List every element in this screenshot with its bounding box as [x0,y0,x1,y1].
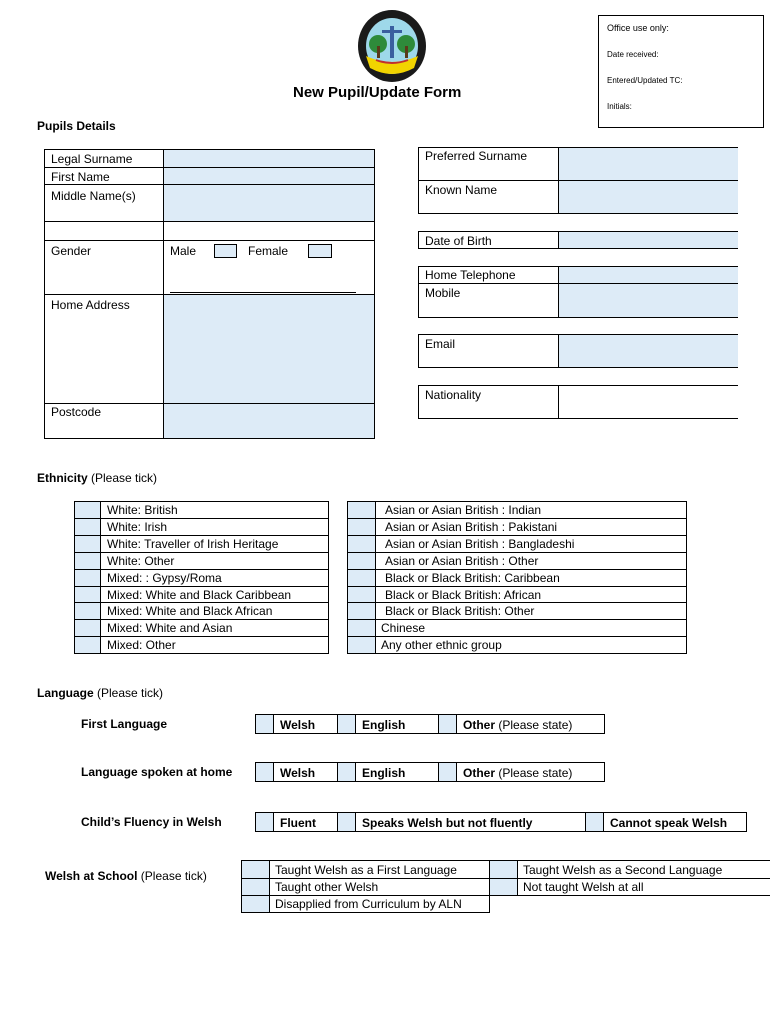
known-name-label: Known Name [425,183,498,197]
mobile-label: Mobile [425,286,461,300]
first-lang-welsh: Welsh [280,718,316,732]
ethnicity-right-tick-5[interactable] [347,587,375,603]
ethnicity-left-tick-4[interactable] [74,570,100,586]
nationality-label: Nationality [425,388,482,402]
ethnicity-row-divider [347,586,687,587]
ethnicity-row-divider [74,619,329,620]
first-lang-other-tick[interactable] [439,715,456,733]
ws-second-label: Taught Welsh as a Second Language [523,863,723,877]
ethnicity-option-label: Chinese [381,621,426,635]
ethnicity-row-divider [74,569,329,570]
ethnicity-right-tick-2[interactable] [347,536,375,552]
home-lang-welsh: Welsh [280,766,316,780]
ethnicity-row-divider [74,535,329,536]
school-logo [356,8,428,84]
cannot-speak-label: Cannot speak Welsh [610,816,728,830]
gender-label: Gender [51,244,92,258]
ethnicity-heading [37,471,157,485]
ethnicity-option-label: Any other ethnic group [381,638,502,652]
female-checkbox[interactable] [308,244,332,258]
ethnicity-row-divider [74,518,329,519]
cannot-speak-tick[interactable] [586,813,603,831]
ethnicity-row-divider [74,602,329,603]
ethnicity-option-label: Black or Black British: Other [385,604,535,618]
dob-label: Date of Birth [425,234,492,248]
home-language-label: Language spoken at home [81,765,233,779]
ethnicity-option-label: Mixed: White and Black African [107,604,273,618]
middle-names-label: Middle Name(s) [51,189,136,203]
home-lang-welsh-tick[interactable] [256,763,273,781]
ethnicity-option-label: Asian or Asian British : Other [385,554,539,568]
speaks-not-fluently-tick[interactable] [338,813,355,831]
ws-disapplied-tick[interactable] [242,895,269,912]
male-label: Male [170,244,197,258]
ethnicity-row-divider [74,586,329,587]
ethnicity-row-divider [347,619,687,620]
home-address-label: Home Address [51,298,130,312]
dob-field[interactable] [559,231,738,248]
language-note: (Please tick) [93,686,164,700]
ethnicity-row-divider [347,569,687,570]
ethnicity-right-tick-6[interactable] [347,603,375,619]
ethnicity-left-tick-3[interactable] [74,553,100,569]
home-phone-field[interactable] [559,266,738,317]
ethnicity-row-divider [74,636,329,637]
ethnicity-option-label: White: Irish [107,520,168,534]
nationality-field[interactable] [559,386,738,418]
ws-first-label: Taught Welsh as a First Language [275,863,457,877]
office-entered: Entered/Updated TC: [607,76,683,85]
ethnicity-option-label: Black or Black British: African [385,588,542,602]
ethnicity-row-divider [347,602,687,603]
email-field[interactable] [559,334,738,367]
office-initials: Initials: [607,102,632,111]
ethnicity-row-divider [347,535,687,536]
welsh-school-heading [45,869,207,883]
first-name-label: First Name [51,170,110,184]
first-lang-other-label: Other [463,718,496,732]
female-label: Female [248,244,289,258]
first-language-label: First Language [81,717,168,731]
ethnicity-option-label: White: British [107,503,178,517]
office-date-received: Date received: [607,50,659,59]
fluent-tick[interactable] [256,813,273,831]
ethnicity-option-label: Mixed: Other [107,638,176,652]
ethnicity-option-label: White: Other [107,554,175,568]
home-phone-label: Home Telephone [425,268,516,282]
home-lang-other [463,766,572,780]
ws-not-taught-tick[interactable] [490,878,517,895]
first-lang-other [463,718,572,732]
ws-other-tick[interactable] [242,878,269,895]
ethnicity-row-divider [347,636,687,637]
ethnicity-right-tick-3[interactable] [347,553,375,569]
ethnicity-right-tick-7[interactable] [347,620,375,636]
welsh-school-title: Welsh at School [45,869,138,883]
ws-disapplied-label: Disapplied from Curriculum by ALN [275,897,462,911]
ethnicity-row-divider [347,552,687,553]
email-label: Email [425,337,456,351]
ethnicity-left-tick-8[interactable] [74,637,100,653]
ethnicity-right-tick-0[interactable] [347,502,375,518]
ethnicity-option-label: White: Traveller of Irish Heritage [107,537,279,551]
postcode-label: Postcode [51,405,102,419]
ethnicity-left-tick-2[interactable] [74,536,100,552]
ethnicity-right-tick-8[interactable] [347,637,375,653]
ws-first-tick[interactable] [242,861,269,878]
ethnicity-right-tick-4[interactable] [347,570,375,586]
home-lang-other-label: Other [463,766,496,780]
home-lang-english-tick[interactable] [338,763,355,781]
male-checkbox[interactable] [214,244,237,258]
ethnicity-left-tick-6[interactable] [74,603,100,619]
ethnicity-row-divider [74,552,329,553]
ethnicity-option-label: Mixed: White and Asian [107,621,233,635]
ethnicity-option-label: Asian or Asian British : Bangladeshi [385,537,575,551]
first-lang-welsh-tick[interactable] [256,715,273,733]
ethnicity-option-label: Mixed: White and Black Caribbean [107,588,292,602]
ethnicity-right-tick-1[interactable] [347,519,375,535]
ethnicity-option-label: Black or Black British: Caribbean [385,571,560,585]
ws-not-taught-label: Not taught Welsh at all [523,880,644,894]
speaks-not-fluently-label: Speaks Welsh but not fluently [362,816,533,830]
ethnicity-title: Ethnicity [37,471,88,485]
legal-surname-label: Legal Surname [51,152,133,166]
language-heading [37,686,163,700]
ws-second-tick[interactable] [490,861,517,878]
home-lang-other-tick[interactable] [439,763,456,781]
language-title: Language [37,686,94,700]
ethnicity-option-label: Asian or Asian British : Indian [385,503,542,517]
office-use-title: Office use only: [607,23,669,33]
ethnicity-left-tick-5[interactable] [74,587,100,603]
ethnicity-option-label: Asian or Asian British : Pakistani [385,520,558,534]
page-title: New Pupil/Update Form [293,84,462,101]
ethnicity-left-tick-1[interactable] [74,519,100,535]
ethnicity-left-tick-0[interactable] [74,502,100,518]
first-lang-english: English [362,718,406,732]
ethnicity-note: (Please tick) [87,471,158,485]
ws-other-label: Taught other Welsh [275,880,379,894]
pupils-details-heading: Pupils Details [37,119,116,133]
ethnicity-option-label: Mixed: : Gypsy/Roma [107,571,222,585]
preferred-surname-label: Preferred Surname [425,149,528,163]
first-lang-please-state: (Please state) [495,718,573,732]
first-lang-english-tick[interactable] [338,715,355,733]
fluency-label: Child’s Fluency in Welsh [81,815,222,829]
ethnicity-left-tick-7[interactable] [74,620,100,636]
home-lang-please-state: (Please state) [495,766,573,780]
fluent-label: Fluent [280,816,316,830]
ethnicity-row-divider [347,518,687,519]
welsh-school-note: (Please tick) [137,869,207,883]
home-lang-english: English [362,766,406,780]
